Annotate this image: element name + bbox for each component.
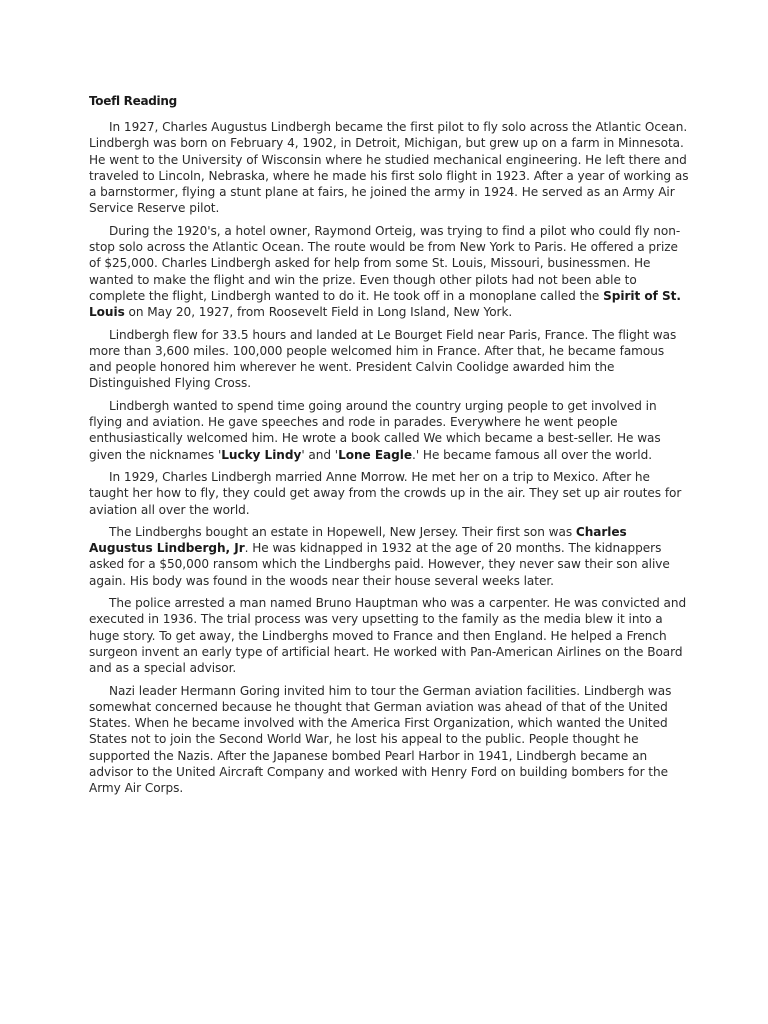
paragraph-text: .' He became famous all over the world. [412, 447, 652, 462]
emphasis-text: Lone Eagle [338, 447, 413, 462]
paragraph [89, 223, 689, 321]
paragraph-text: on May 20, 1927, from Roosevelt Field in Long Island, New York. [124, 305, 513, 320]
paragraph [89, 398, 689, 463]
document-page [89, 94, 689, 803]
paragraph [89, 119, 689, 217]
document-title: Toefl Reading [89, 94, 177, 108]
paragraph-text: During the 1920's, a hotel owner, Raymond Orteig, was trying to find a pilot who could fly non-stop solo across the Atlantic Ocean. The route would be from New York to Paris. He offered a prize of $25,000. Charles Lindbergh asked for help from some St. Louis, Missouri, businessmen. He wanted to make the flight and win the prize. Even though other pilots had not been able to complete the flight, Lindbergh wanted to do it. He took off in a monoplane called the [89, 223, 681, 303]
paragraph-text: Lindbergh flew for 33.5 hours and landed at Le Bourget Field near Paris, France. The flight was more than 3,600 miles. 100,000 people welcomed him in France. After that, he became famous and people honored him wherever he went. President Calvin Coolidge awarded him the Distinguished Flying Cross. [89, 327, 677, 391]
paragraph-text: The police arrested a man named Bruno Hauptman who was a carpenter. He was convicted and executed in 1936. The trial process was very upsetting to the family as the media blew it into a huge story. To get away, the Lindberghs moved to France and then England. He helped a French surgeon invent an early type of artificial heart. He worked with Pan-American Airlines on the Board and as a special advisor. [89, 596, 687, 676]
paragraph-text: Nazi leader Hermann Goring invited him to tour the German aviation facilities. Lindbergh was somewhat concerned because he thought that German aviation was ahead of that of the United States. When he became involved with the America First Organization, which wanted the United States not to join the Second World War, he lost his appeal to the public. People thought he supported the Nazis. After the Japanese bombed Pearl Harbor in 1941, Lindbergh became an advisor to the United Aircraft Company and worked with Henry Ford on building bombers for the Army Air Corps. [89, 683, 672, 796]
paragraph-text: Lindbergh wanted to spend time going around the country urging people to get involved in flying and aviation. He gave speeches and rode in parades. Everywhere he went people enthusiastically welcomed him. He wrote a book called We which became a best-seller. He was given the nicknames ' [89, 398, 661, 462]
paragraph-text: The Lindberghs bought an estate in Hopewell, New Jersey. Their first son was [109, 524, 576, 539]
paragraph-text: In 1927, Charles Augustus Lindbergh became the first pilot to fly solo across the Atlantic Ocean. Lindbergh was born on February 4, 1902, in Detroit, Michigan, but grew up on a farm in Minnesota. He went to the University of Wisconsin where he studied mechanical engineering. He left there and traveled to Lincoln, Nebraska, where he made his first solo flight in 1923. After a year of working as a barnstormer, flying a stunt plane at fairs, he joined the army in 1924. He served as an Army Air Service Reserve pilot. [89, 120, 689, 216]
paragraph-text: ' and ' [301, 447, 339, 462]
paragraph-text: In 1929, Charles Lindbergh married Anne Morrow. He met her on a trip to Mexico. After he taught her how to fly, they could get away from the crowds up in the air. They set up air routes for aviation all over the world. [89, 469, 682, 517]
emphasis-text: Lucky Lindy [221, 447, 302, 462]
paragraph [89, 595, 689, 676]
paragraph [89, 524, 689, 589]
emphasis-text: Spirit of St. Louis [89, 288, 681, 320]
emphasis-text: Charles Augustus Lindbergh, Jr [89, 524, 627, 556]
paragraph [89, 683, 689, 797]
paragraph [89, 469, 689, 518]
paragraph [89, 327, 689, 392]
paragraph-text: . He was kidnapped in 1932 at the age of 20 months. The kidnappers asked for a $50,000 ransom which the Lindberghs paid. However, they never saw their son alive again. His body was found in the woods near their house several weeks later. [89, 541, 670, 588]
